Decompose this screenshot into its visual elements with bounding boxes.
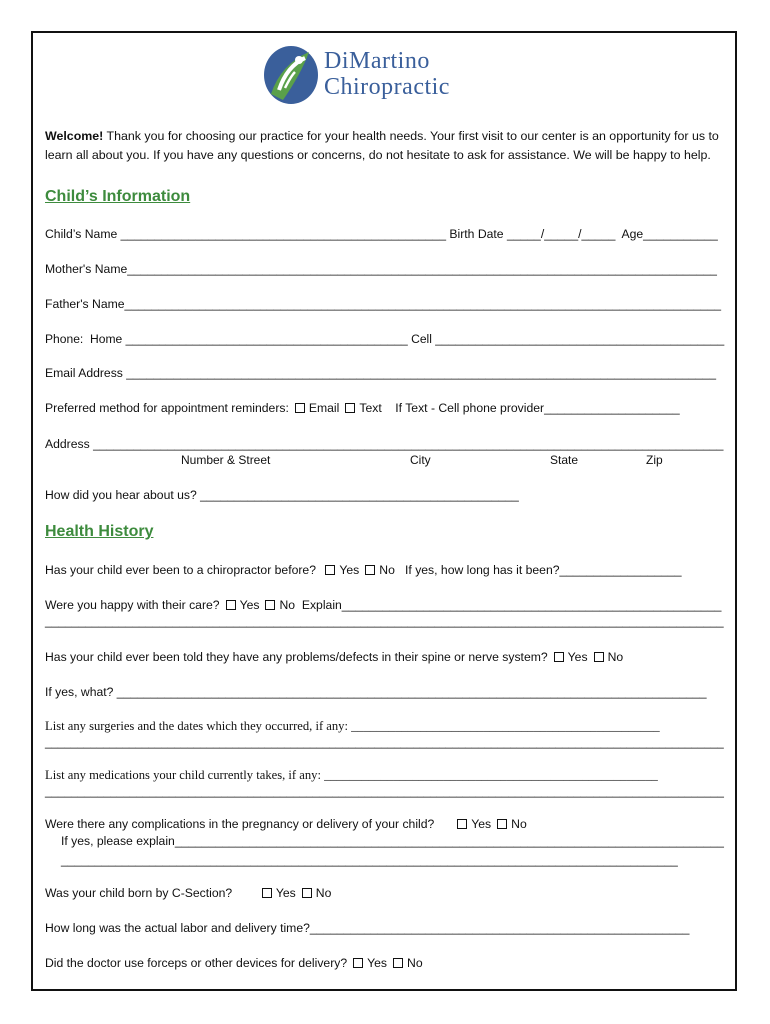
- happy-question: Were you happy with their care?: [45, 598, 220, 612]
- yes-label: Yes: [471, 817, 492, 831]
- checkbox-chiro-yes[interactable]: [325, 565, 335, 575]
- yes-label: Yes: [339, 563, 360, 577]
- question-csection: [45, 886, 331, 900]
- address-city-label: City: [410, 453, 431, 467]
- practice-logo: [261, 44, 511, 106]
- section-heading-health-history: Health History: [45, 523, 154, 540]
- chiropractor-question: Has your child ever been to a chiropractor before?: [45, 563, 316, 577]
- reminder-email-label: Email: [308, 401, 340, 415]
- no-label: No: [315, 886, 332, 900]
- chiro-duration-field[interactable]: If yes, how long has it been?__________________: [405, 563, 682, 577]
- yes-label: Yes: [239, 598, 260, 612]
- checkbox-preg-yes[interactable]: [457, 819, 467, 829]
- pregnancy-question: Were there any complications in the pregnancy or delivery of your child?: [45, 817, 435, 831]
- question-forceps: [45, 956, 423, 970]
- field-spine-what[interactable]: If yes, what? _______________________________________________________________________________________: [45, 685, 707, 699]
- address-zip-label: Zip: [646, 453, 663, 467]
- field-father-name[interactable]: Father's Name________________________________________________________________________________________: [45, 297, 722, 311]
- happy-explain-field[interactable]: Explain________________________________________________________: [301, 598, 722, 612]
- field-surgeries[interactable]: List any surgeries and the dates which they occurred, if any: _________________________________________________: [45, 719, 660, 733]
- csection-question: Was your child born by C-Section?: [45, 886, 233, 900]
- address-state-label: State: [550, 453, 579, 467]
- field-pregnancy-explain[interactable]: If yes, please explain_________________________________________________________________________________: [61, 834, 724, 848]
- checkbox-happy-yes[interactable]: [226, 600, 236, 610]
- yes-label: Yes: [367, 956, 388, 970]
- field-reminder-method: [45, 401, 680, 415]
- section-heading-child-info: Child’s Information: [45, 188, 191, 205]
- logo-line-1: DiMartino: [324, 48, 430, 74]
- no-label: No: [607, 650, 624, 664]
- spine-question: Has your child ever been told they have any problems/defects in their spine or nerve system?: [45, 650, 548, 664]
- welcome-label: Welcome!: [45, 129, 104, 143]
- no-label: No: [279, 598, 296, 612]
- checkbox-forceps-yes[interactable]: [353, 958, 363, 968]
- field-medications[interactable]: List any medications your child currently takes, if any: _____________________________________________________: [45, 768, 658, 782]
- no-label: No: [407, 956, 423, 970]
- no-label: No: [379, 563, 395, 577]
- checkbox-text[interactable]: [345, 403, 355, 413]
- question-chiropractor: [45, 563, 682, 577]
- intro-paragraph: [45, 127, 730, 165]
- field-labor-time[interactable]: How long was the actual labor and delivery time?________________________________________________________: [45, 921, 690, 935]
- field-email[interactable]: Email Address _______________________________________________________________________________________: [45, 366, 716, 380]
- checkbox-forceps-no[interactable]: [393, 958, 403, 968]
- logo-line-2: Chiropractic: [324, 74, 450, 100]
- checkbox-happy-no[interactable]: [265, 600, 275, 610]
- field-mother-name[interactable]: Mother's Name_______________________________________________________________________________________: [45, 262, 717, 276]
- cell-provider-field[interactable]: If Text - Cell phone provider____________________: [395, 401, 680, 415]
- field-referral-source[interactable]: How did you hear about us? _______________________________________________: [45, 488, 519, 502]
- checkbox-email[interactable]: [295, 403, 305, 413]
- forceps-question: Did the doctor use forceps or other devices for delivery?: [45, 956, 348, 970]
- reminder-text-label: Text: [359, 401, 382, 415]
- checkbox-csection-yes[interactable]: [262, 888, 272, 898]
- spine-figure-icon: [261, 44, 321, 106]
- checkbox-preg-no[interactable]: [497, 819, 507, 829]
- surgeries-line-2[interactable]: _________________________________________________________________________________________________________: [45, 735, 724, 749]
- intro-text: Thank you for choosing our practice for your health needs. Your first visit to our center is an opportunity for us to learn all about you. If you have any questions or concerns, do not hesitate to ask for assistance. We will be happy to help.: [45, 129, 719, 162]
- field-phone[interactable]: Phone: Home __________________________________________ Cell ___________________________________________: [45, 332, 725, 346]
- question-spine: [45, 650, 623, 664]
- address-street-label: Number & Street: [181, 453, 271, 467]
- no-label: No: [511, 817, 527, 831]
- yes-label: Yes: [567, 650, 588, 664]
- question-pregnancy: [45, 817, 527, 831]
- reminder-question: Preferred method for appointment reminders:: [45, 401, 289, 415]
- yes-label: Yes: [275, 886, 296, 900]
- checkbox-chiro-no[interactable]: [365, 565, 375, 575]
- happy-explain-line-2[interactable]: _____________________________________________________________________________________________________: [45, 614, 724, 628]
- pregnancy-explain-line-2[interactable]: ___________________________________________________________________________________________: [61, 853, 678, 867]
- checkbox-csection-no[interactable]: [302, 888, 312, 898]
- checkbox-spine-yes[interactable]: [554, 652, 564, 662]
- medications-line-2[interactable]: ________________________________________________________________________________________________________: [45, 784, 724, 798]
- question-happy-care: [45, 598, 721, 612]
- checkbox-spine-no[interactable]: [594, 652, 604, 662]
- field-address[interactable]: Address _____________________________________________________________________________________________: [45, 437, 724, 451]
- field-childs-name[interactable]: Child’s Name ________________________________________________ Birth Date _____/_____/_____ Age___________: [45, 227, 718, 241]
